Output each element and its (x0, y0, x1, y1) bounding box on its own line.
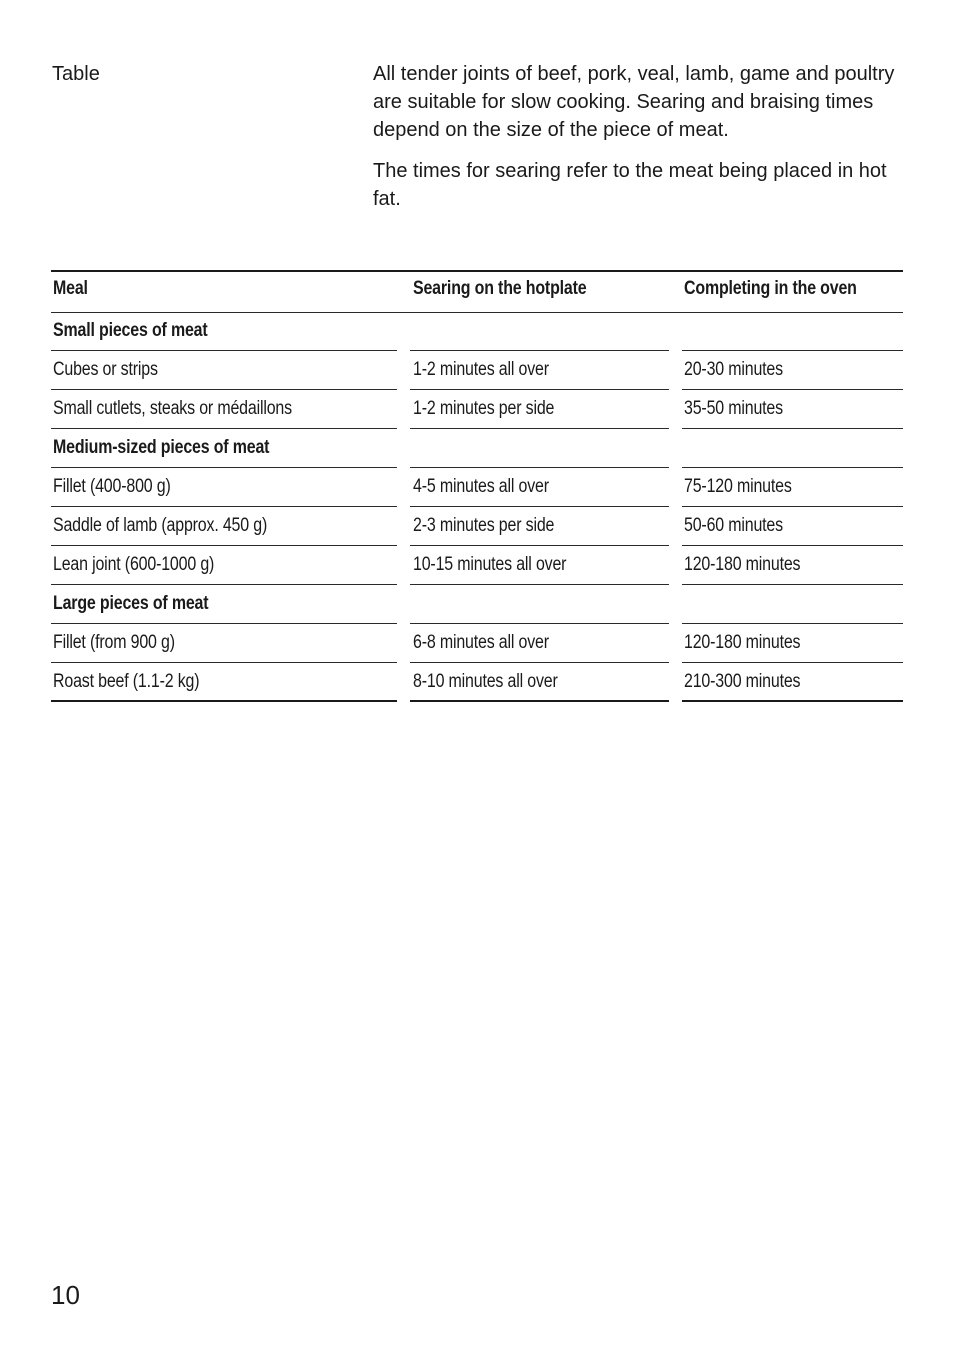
searing-cell: 1-2 minutes all over (410, 352, 669, 390)
searing-cell: 1-2 minutes per side (410, 391, 669, 429)
completing-cell: 75-120 minutes (682, 469, 903, 507)
completing-cell: 35-50 minutes (682, 391, 903, 429)
table-row (51, 352, 903, 391)
intro-paragraph: The times for searing refer to the meat being placed in hot fat. (373, 160, 887, 210)
searing-cell: 4-5 minutes all over (410, 469, 669, 507)
column-header-searing: Searing on the hotplate (413, 278, 587, 299)
completing-cell: 20-30 minutes (682, 352, 903, 390)
table-row (51, 313, 903, 352)
meal-cell: Fillet (from 900 g) (51, 625, 397, 663)
intro-text (373, 60, 908, 226)
completing-cell (682, 430, 903, 468)
table-header (51, 270, 903, 313)
completing-cell (682, 313, 903, 351)
table-row (51, 508, 903, 547)
completing-cell: 50-60 minutes (682, 508, 903, 546)
searing-cell (410, 586, 669, 624)
section-label: Table (52, 63, 100, 85)
table-row (51, 625, 903, 664)
table-row (51, 391, 903, 430)
cooking-times-table (51, 270, 903, 703)
searing-cell: 6-8 minutes all over (410, 625, 669, 663)
meal-cell: Lean joint (600-1000 g) (51, 547, 397, 585)
meal-cell: Medium-sized pieces of meat (51, 430, 397, 468)
searing-cell: 8-10 minutes all over (410, 664, 669, 702)
column-header-completing: Completing in the oven (684, 278, 857, 299)
searing-cell (410, 430, 669, 468)
column-header-meal: Meal (53, 278, 88, 299)
meal-cell: Cubes or strips (51, 352, 397, 390)
meal-cell: Saddle of lamb (approx. 450 g) (51, 508, 397, 546)
completing-cell (682, 586, 903, 624)
table-row (51, 547, 903, 586)
table-row (51, 430, 903, 469)
searing-cell: 10-15 minutes all over (410, 547, 669, 585)
searing-cell (410, 313, 669, 351)
table-row (51, 469, 903, 508)
page-number: 10 (51, 1280, 80, 1310)
intro-paragraph: All tender joints of beef, pork, veal, lamb, game and poultry are suitable for slow cooking. Searing and braising times depend on the size of the piece of meat. (373, 63, 895, 141)
completing-cell: 120-180 minutes (682, 547, 903, 585)
table-row (51, 664, 903, 703)
searing-cell: 2-3 minutes per side (410, 508, 669, 546)
meal-cell: Small pieces of meat (51, 313, 397, 351)
table-row (51, 586, 903, 625)
completing-cell: 120-180 minutes (682, 625, 903, 663)
meal-cell: Small cutlets, steaks or médaillons (51, 391, 397, 429)
meal-cell: Fillet (400-800 g) (51, 469, 397, 507)
meal-cell: Roast beef (1.1-2 kg) (51, 664, 397, 702)
completing-cell: 210-300 minutes (682, 664, 903, 702)
meal-cell: Large pieces of meat (51, 586, 397, 624)
